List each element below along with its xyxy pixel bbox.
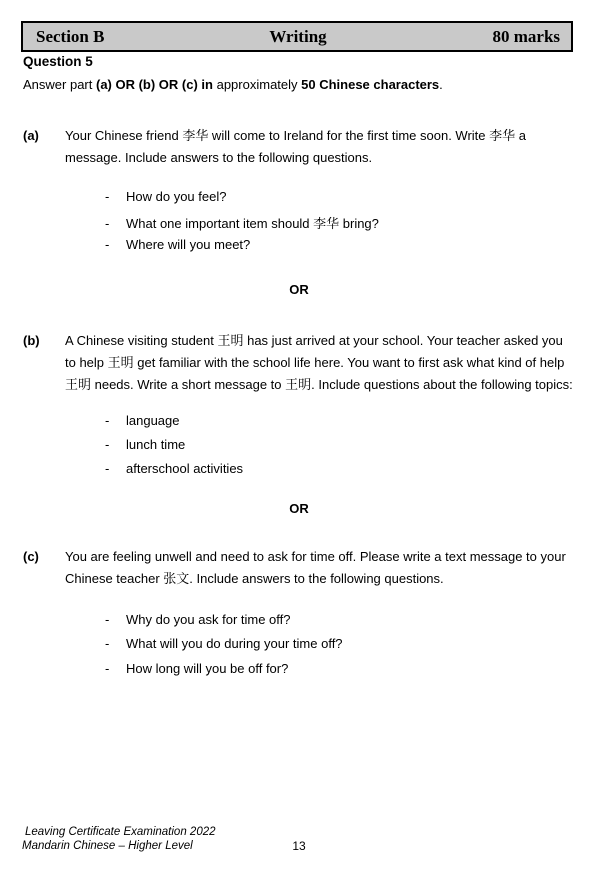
- bullet-text: lunch time: [126, 437, 186, 452]
- part-b-label: (b): [23, 333, 40, 348]
- section-header-bar: [21, 21, 573, 52]
- part-a-text: Your Chinese friend 李华 will come to Ireland for the first time soon. Write 李华 a message. Include answers to the following questions.: [65, 128, 526, 165]
- bullet-dash: -: [105, 216, 110, 231]
- page-number: 13: [292, 839, 306, 853]
- list-item: [105, 237, 573, 252]
- section-label: Section B: [36, 26, 105, 46]
- bullet-text: language: [126, 413, 180, 428]
- bullet-dash: -: [105, 636, 110, 651]
- list-item: [105, 661, 573, 676]
- bullet-dash: -: [105, 661, 110, 676]
- marks-label: 80 marks: [492, 26, 561, 46]
- part-c: [23, 546, 575, 590]
- list-item: [105, 189, 573, 204]
- footer-exam-title: Leaving Certificate Examination 2022: [25, 826, 216, 838]
- bullet-text: Where will you meet?: [126, 237, 251, 252]
- or-divider: OR: [289, 501, 309, 516]
- part-b-text: A Chinese visiting student 王明 has just arrived at your school. Your teacher asked you to help 王明 get familiar with the school life here. You want to first ask what kind of help 王明 needs. Write a short message to 王明. Include questions about the following topics:: [65, 333, 573, 392]
- bullet-text: How long will you be off for?: [126, 661, 289, 676]
- bullet-text: afterschool activities: [126, 461, 244, 476]
- bullet-dash: -: [105, 612, 110, 627]
- bullet-text: Why do you ask for time off?: [126, 612, 291, 627]
- bullet-dash: -: [105, 413, 110, 428]
- list-item: [105, 213, 573, 232]
- list-item: [105, 461, 573, 476]
- part-b: [23, 330, 575, 396]
- bullet-dash: -: [105, 461, 110, 476]
- list-item: [105, 437, 573, 452]
- bullet-dash: -: [105, 237, 110, 252]
- bullet-text: What one important item should 李华 bring?: [126, 216, 379, 231]
- list-item: [105, 612, 573, 627]
- part-c-text: You are feeling unwell and need to ask for time off. Please write a text message to your Chinese teacher 张文. Include answers to the following questions.: [65, 549, 566, 586]
- part-a: [23, 125, 575, 169]
- bullet-dash: -: [105, 189, 110, 204]
- list-item: [105, 636, 573, 651]
- list-item: [105, 413, 573, 428]
- bullet-text: How do you feel?: [126, 189, 227, 204]
- part-a-label: (a): [23, 128, 39, 143]
- or-divider: OR: [289, 282, 309, 297]
- question-instructions: Answer part (a) OR (b) OR (c) in approximately 50 Chinese characters.: [23, 77, 443, 92]
- bullet-dash: -: [105, 437, 110, 452]
- part-c-label: (c): [23, 549, 39, 564]
- footer-level: Mandarin Chinese – Higher Level: [22, 840, 193, 852]
- question-title: Question 5: [23, 54, 93, 69]
- bullet-text: What will you do during your time off?: [126, 636, 343, 651]
- section-title: Writing: [269, 26, 327, 46]
